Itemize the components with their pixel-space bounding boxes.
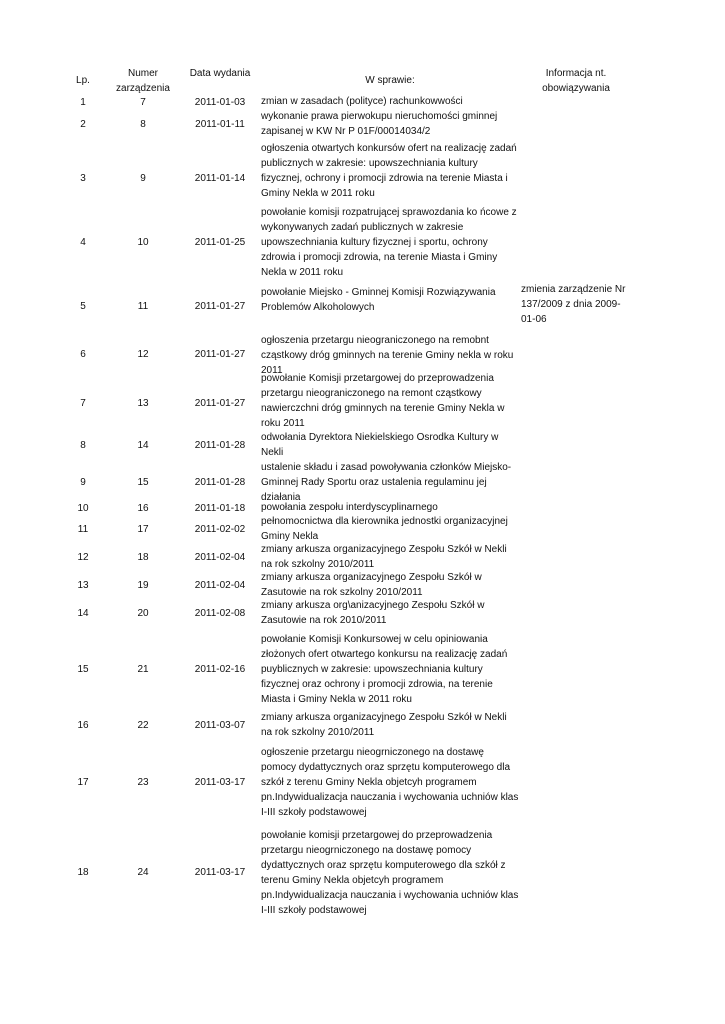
row-lp: 1	[80, 96, 86, 108]
row-lp: 16	[77, 720, 89, 731]
row-lp: 15	[77, 664, 89, 675]
row-date: 2011-02-08	[194, 608, 246, 619]
row-subject: zmiany arkusza organizacyjnego Zespołu Szkół w Nekli na rok szkolny 2010/2011	[261, 712, 507, 738]
row-number: 24	[137, 867, 149, 878]
row-lp: 10	[77, 502, 89, 514]
row-number: 10	[137, 237, 149, 248]
row-number: 7	[140, 96, 146, 108]
row-subject: ogłoszenia przetargu nieograniczonego na remobnt cząstkowy dróg gminnych na terenie Gminy nekla w roku 2011	[261, 335, 514, 376]
row-date: 2011-01-28	[194, 477, 246, 488]
row-subject: zmian w zasadach (polityce) rachunkowwości	[261, 96, 463, 107]
row-subject: ogłoszenie przetargu nieogrniczonego na dostawę pomocy dydattycznych oraz sprzętu komputerowego dla szkół z terenu Gminy Nekla objetcyh programem pn.Indywidualizacja nauczania i wychowania uchniów klas I-III szkoły podstawowej	[261, 747, 519, 818]
row-subject: powołanie Komisji przetargowej do przeprowadzenia przetargu nieograniczonego na remont cząstkowy nawierczchni dróg gminnych na terenie Gminy Nekla w roku 2011	[261, 373, 505, 429]
row-date: 2011-02-02	[194, 524, 246, 535]
row-lp: 12	[77, 552, 89, 563]
row-subject: powołanie komisji rozpatrującej sprawozdania ko ńcowe z wykonywanych zadań publicznych w zakresie upowszechniania kultury fizycznej i sportu, ochrony zdrowia i promocji zdrowia, na terenie Miasta i Gminy Nekla w 2011 roku	[261, 207, 517, 278]
row-lp: 7	[80, 397, 86, 409]
row-subject: powołanie komisji przetargowej do przeprowadzenia przetargu nieogrniczonego na dostawę pomocy dydattycznych oraz sprzętu komputerowego dla szkół z terenu Gminy Nekla objetcyh programem pn.Indywidualizacja nauczania i wychowania uchniów klas I-III szkoły podstawowej	[261, 830, 519, 916]
header-date: Data wydania	[189, 68, 251, 79]
row-subject: wykonanie prawa pierwokupu nieruchomości gminnej zapisanej w KW Nr P 01F/00014034/2	[261, 111, 498, 137]
row-number: 20	[137, 608, 149, 619]
row-lp: 14	[77, 608, 89, 619]
row-lp: 3	[80, 173, 86, 184]
row-number: 9	[140, 173, 146, 184]
row-lp: 4	[80, 237, 86, 248]
row-subject: powołanie Komisji Konkursowej w celu opiniowania złożonych ofert otwartego konkursu na realizację zadań puyblicznych w zakresie: upowszechniania kultury fizycznej oraz ochrony i promocji zdrowia, na terenie Miasta i Gminy Nekla w 2011 roku	[261, 634, 508, 705]
row-date: 2011-01-25	[194, 237, 246, 248]
row-info: zmienia zarządzenie Nr 137/2009 z dnia 2009-01-06	[521, 284, 626, 325]
row-subject: ogłoszenia otwartych konkursów ofert na realizację zadań publicznych w zakresie: upowszechniania kultury fizycznej, ochrony i promocji zdrowia na terenie Miasta i Gminy Nekla w 2011 roku	[261, 143, 517, 199]
row-lp: 9	[80, 477, 86, 488]
row-date: 2011-03-17	[194, 867, 246, 878]
row-lp: 11	[77, 524, 89, 535]
row-subject: zmiany arkusza org\anizacyjnego Zespołu Szkół w Zasutowie na rok 2010/2011	[261, 600, 485, 626]
row-number: 23	[137, 777, 149, 788]
row-subject: pełnomocnictwa dla kierownika jednostki organizacyjnej Gminy Nekla	[261, 516, 508, 542]
row-number: 13	[137, 397, 149, 409]
row-number: 11	[137, 301, 149, 312]
row-date: 2011-02-04	[194, 552, 246, 563]
row-date: 2011-01-11	[195, 119, 245, 130]
row-number: 21	[137, 664, 149, 675]
row-number: 16	[137, 502, 149, 514]
row-subject: powołanie Miejsko - Gminnej Komisji Rozwiązywania Problemów Alkoholowych	[261, 287, 496, 313]
row-lp: 13	[77, 580, 89, 591]
row-number: 12	[137, 349, 149, 360]
header-lp: Lp.	[76, 75, 90, 86]
header-info: Informacja nt. obowiązywania	[542, 68, 610, 94]
row-date: 2011-02-16	[194, 664, 246, 675]
row-date: 2011-01-27	[194, 349, 246, 360]
row-lp: 6	[80, 349, 86, 360]
row-number: 22	[137, 720, 149, 731]
row-number: 19	[137, 580, 149, 591]
row-date: 2011-01-03	[194, 96, 246, 108]
row-lp: 5	[80, 301, 86, 312]
row-number: 18	[137, 552, 149, 563]
row-date: 2011-03-07	[194, 720, 246, 731]
row-lp: 8	[80, 440, 86, 451]
row-date: 2011-01-18	[194, 502, 246, 514]
row-subject: zmiany arkusza organizacyjnego Zespołu Szkół w Zasutowie na rok szkolny 2010/2011	[261, 572, 482, 598]
row-number: 17	[137, 524, 149, 535]
header-subject: W sprawie:	[365, 75, 415, 86]
row-lp: 2	[80, 119, 86, 130]
row-lp: 17	[77, 777, 89, 788]
row-date: 2011-01-14	[194, 173, 246, 184]
row-date: 2011-02-04	[194, 580, 246, 591]
row-date: 2011-01-27	[194, 301, 246, 312]
row-subject: powołania zespołu interdyscyplinarnego	[261, 502, 438, 513]
row-date: 2011-03-17	[194, 777, 246, 788]
row-subject: odwołania Dyrektora Niekielskiego Osrodka Kultury w Nekli	[261, 432, 499, 458]
row-lp: 18	[77, 867, 89, 878]
row-subject: zmiany arkusza organizacyjnego Zespołu Szkół w Nekli na rok szkolny 2010/2011	[261, 544, 507, 570]
row-subject: ustalenie składu i zasad powoływania członków Miejsko-Gminnej Rady Sportu oraz ustalenia regulaminu jej działania	[261, 462, 512, 503]
row-date: 2011-01-27	[194, 397, 246, 409]
row-date: 2011-01-28	[194, 440, 246, 451]
header-number: Numer zarządzenia	[116, 68, 170, 94]
row-number: 14	[137, 440, 149, 451]
row-number: 15	[137, 477, 149, 488]
row-number: 8	[140, 119, 146, 130]
